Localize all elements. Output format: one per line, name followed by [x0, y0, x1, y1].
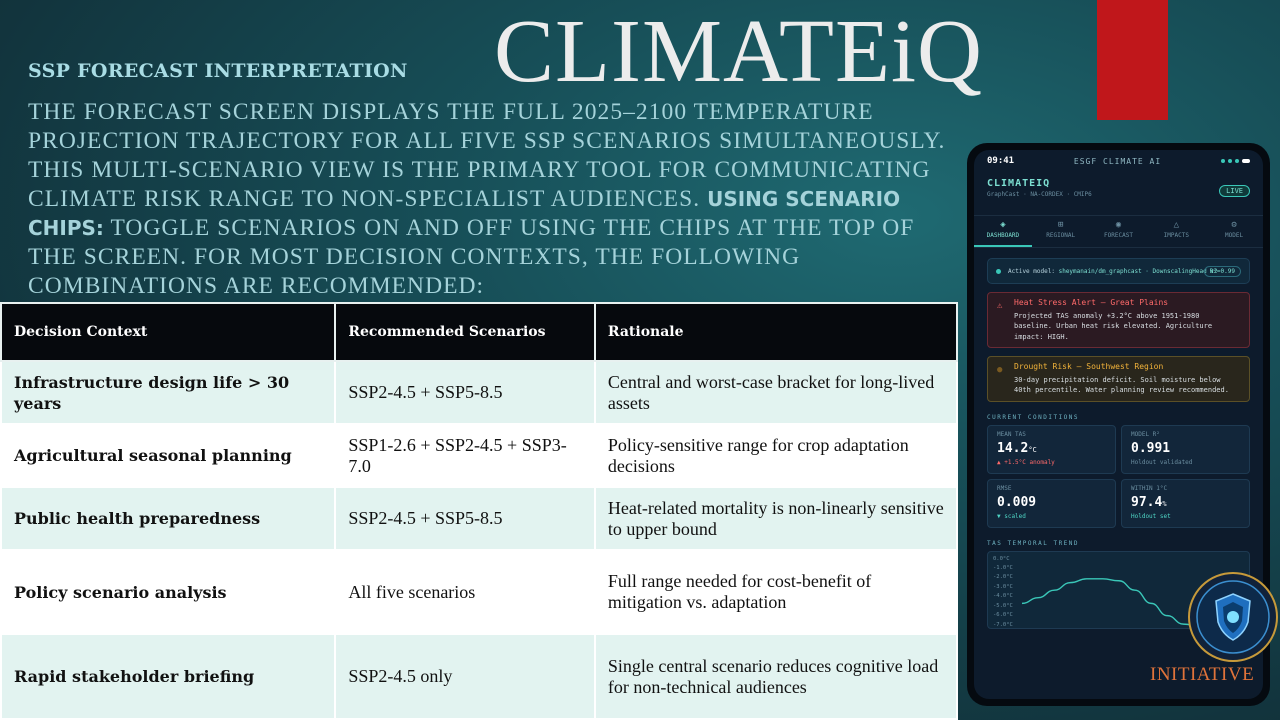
forecast-icon: ◉	[1115, 220, 1122, 230]
model-r2-badge: R²=0.99	[1204, 266, 1241, 277]
status-bar	[974, 150, 1263, 172]
trend-label: TAS TEMPORAL TREND	[987, 539, 1080, 547]
alert-text: Projected TAS anomaly +3.2°C above 1951-1980 baseline. Urban heat risk elevated. Agriculture impact: HIGH.	[1014, 311, 1213, 341]
current-conditions-label: CURRENT CONDITIONS	[987, 413, 1080, 421]
cell-rationale: Heat-related mortality is non-linearly sensitive to upper bound	[595, 487, 957, 550]
active-model-row	[987, 258, 1250, 284]
intro-text-1: THE FORECAST SCREEN DISPLAYS THE FULL 2025–2100 TEMPERATURE PROJECTION TRAJECTORY FOR ALL FIVE SSP SCENARIOS SIMULTANEOUSLY. THIS MULTI-SCENARIO VIEW IS THE PRIMARY TOOL FOR COMMUNICATING CLIMATE RISK RANGE TO NON-SPECIALIST AUDIENCES.	[28, 99, 946, 212]
table-row	[1, 550, 957, 634]
intro-text-2: TOGGLE SCENARIOS ON AND OFF USING THE CHIPS AT THE TOP OF THE SCREEN. FOR MOST DECISION CONTEXTS, THE FOLLOWING COMBINATIONS ARE RECOMMENDED:	[28, 215, 915, 299]
table-header-row	[1, 303, 957, 361]
y-tick-label: -6.0°C	[993, 612, 1013, 619]
cell-rationale: Full range needed for cost-benefit of mitigation vs. adaptation	[595, 550, 957, 634]
table-row	[1, 634, 957, 719]
y-tick-label: -3.0°C	[993, 583, 1013, 590]
cell-scenarios: SSP2-4.5 + SSP5-8.5	[335, 487, 595, 550]
grid-icon: ⊞	[1057, 220, 1064, 230]
cell-scenarios: SSP2-4.5 only	[335, 634, 595, 719]
cell-context: Public health preparedness	[1, 487, 335, 550]
tab-impacts[interactable]: △ IMPACTS	[1147, 216, 1205, 247]
stats-grid	[987, 425, 1250, 528]
warning-icon: ⚠	[997, 301, 1003, 311]
dashboard-icon: ◈	[1000, 220, 1006, 230]
table-row	[1, 361, 957, 424]
status-dot-icon	[996, 269, 1001, 274]
intro-bold-lead: USING SCENARIO CHIPS:	[28, 187, 901, 240]
cell-rationale: Central and worst-case bracket for long-lived assets	[595, 361, 957, 424]
stat-within-1c: WITHIN 1°C 97.4% Holdout set	[1121, 479, 1250, 528]
handsonlabs-badge-logo	[1188, 572, 1278, 662]
stat-mean-tas: MEAN TAS 14.2°C ▲ +1.5°C anomaly	[987, 425, 1116, 474]
stat-rmse: RMSE 0.009 ▼ scaled	[987, 479, 1116, 528]
y-tick-label: -2.0°C	[993, 574, 1013, 581]
header-rationale: Rationale	[595, 303, 957, 361]
tab-forecast[interactable]: ◉ FORECAST	[1090, 216, 1148, 247]
table-row	[1, 424, 957, 487]
cell-scenarios: SSP2-4.5 + SSP5-8.5	[335, 361, 595, 424]
cell-scenarios: All five scenarios	[335, 550, 595, 634]
y-tick-label: -4.0°C	[993, 593, 1013, 600]
status-carrier: ESGF CLIMATE AI	[1073, 156, 1162, 166]
tab-bar	[974, 216, 1263, 248]
drought-icon: ●	[997, 365, 1003, 375]
cell-context: Agricultural seasonal planning	[1, 424, 335, 487]
initiative-label: INITIATIVE	[1150, 664, 1255, 685]
tab-dashboard[interactable]: ◈ DASHBOARD	[974, 216, 1032, 247]
heat-stress-alert[interactable]	[987, 292, 1250, 348]
cell-context: Policy scenario analysis	[1, 550, 335, 634]
alert-text: 30-day precipitation deficit. Soil moisture below 40th percentile. Water planning review recommended.	[1014, 375, 1229, 394]
y-tick-label: -1.0°C	[993, 564, 1013, 571]
cell-rationale: Single central scenario reduces cognitive load for non-technical audiences	[595, 634, 957, 719]
cell-context: Rapid stakeholder briefing	[1, 634, 335, 719]
tab-model[interactable]: ⚙ MODEL	[1205, 216, 1263, 247]
red-accent-bar	[1097, 0, 1168, 120]
app-subtitle: GraphCast · NA-CORDEX · CMIP6	[987, 191, 1092, 198]
cell-scenarios: SSP1-2.6 + SSP2-4.5 + SSP3-7.0	[335, 424, 595, 487]
signal-icon	[1221, 159, 1250, 163]
y-tick-label: -7.0°C	[993, 621, 1013, 628]
stat-model-r2: MODEL R² 0.991 Holdout validated	[1121, 425, 1250, 474]
active-model-text: Active model: sheymanain/dm_graphcast · DownscalingHead v2	[1008, 267, 1218, 275]
alert-title: Drought Risk — Southwest Region	[1014, 362, 1164, 371]
gear-icon: ⚙	[1231, 220, 1237, 230]
cell-rationale: Policy-sensitive range for crop adaptation decisions	[595, 424, 957, 487]
decision-context-table	[0, 302, 958, 720]
table-row	[1, 487, 957, 550]
y-tick-label: -5.0°C	[993, 602, 1013, 609]
y-tick-label: 0.0°C	[993, 555, 1010, 562]
status-time: 09:41	[987, 156, 1015, 166]
section-title: SSP FORECAST INTERPRETATION	[28, 60, 408, 82]
intro-paragraph	[28, 98, 953, 301]
brand-title: CLIMATEiQ	[494, 2, 983, 101]
header-recommended-scenarios: Recommended Scenarios	[335, 303, 595, 361]
cell-context: Infrastructure design life > 30 years	[1, 361, 335, 424]
drought-risk-alert[interactable]	[987, 356, 1250, 402]
alert-title: Heat Stress Alert — Great Plains	[1014, 298, 1169, 307]
warning-triangle-icon: △	[1173, 220, 1179, 230]
tab-regional[interactable]: ⊞ REGIONAL	[1032, 216, 1090, 247]
header-decision-context: Decision Context	[1, 303, 335, 361]
app-name: CLIMATEIQ	[987, 178, 1051, 189]
live-badge: LIVE	[1219, 185, 1250, 197]
app-header	[974, 172, 1263, 216]
